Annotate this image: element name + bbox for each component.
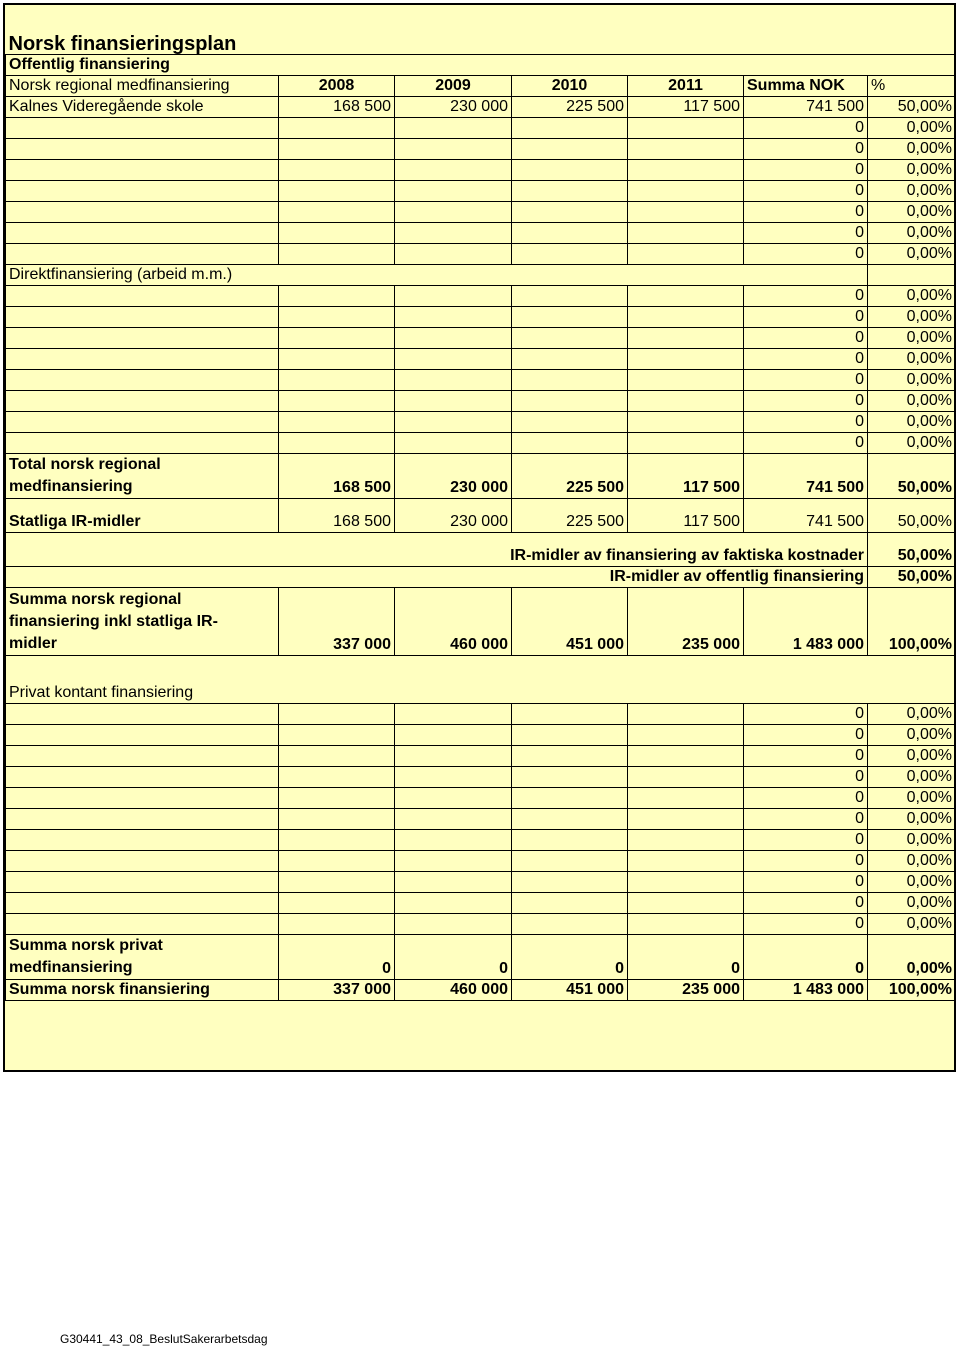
table-row [6, 306, 956, 327]
row-label [6, 432, 279, 453]
year-value [512, 766, 628, 787]
year-value [279, 138, 395, 159]
summa-regional-label-2: finansiering inkl statliga IR- [9, 612, 218, 630]
year-value [628, 829, 744, 850]
year-value [628, 285, 744, 306]
table-row [6, 327, 956, 348]
pct-value: 50,00% [868, 566, 956, 587]
sum-value: 0 [744, 934, 868, 979]
year-value [395, 850, 512, 871]
pct-value: 0,00% [868, 913, 956, 934]
row-label [6, 348, 279, 369]
year-value [512, 724, 628, 745]
header-sum: Summa NOK [744, 75, 868, 96]
table-row [6, 724, 956, 745]
sum-value: 0 [744, 766, 868, 787]
pct-value: 0,00% [868, 243, 956, 264]
year-value [279, 390, 395, 411]
table-row [6, 829, 956, 850]
year-value [628, 180, 744, 201]
ir-faktiska-row [6, 532, 956, 566]
year-value [279, 787, 395, 808]
year-value [512, 201, 628, 222]
summa-privat-label-1: Summa norsk privat [9, 936, 163, 954]
header-label: Norsk regional medfinansiering [6, 75, 279, 96]
summa-norsk-label: Summa norsk finansiering [6, 979, 279, 1000]
pct-value: 0,00% [868, 390, 956, 411]
total-regional-label [6, 453, 279, 498]
pct-value: 0,00% [868, 327, 956, 348]
year-value: 337 000 [279, 587, 395, 655]
year-value [279, 808, 395, 829]
pct-value: 0,00% [868, 892, 956, 913]
summa-regional-label-1: Summa norsk regional [9, 590, 182, 608]
year-value [628, 808, 744, 829]
year-value: 235 000 [628, 979, 744, 1000]
pct-value: 0,00% [868, 724, 956, 745]
year-value [279, 892, 395, 913]
year-value: 0 [279, 934, 395, 979]
year-value [628, 871, 744, 892]
footer-code: G30441_43_08_BeslutSakerarbetsdag [60, 1332, 268, 1346]
year-value [395, 745, 512, 766]
section-public-row [6, 54, 956, 75]
year-value: 460 000 [395, 979, 512, 1000]
year-value: 117 500 [628, 453, 744, 498]
sum-value: 0 [744, 285, 868, 306]
year-value [279, 348, 395, 369]
year-value: 168 500 [279, 453, 395, 498]
year-value [279, 201, 395, 222]
year-value [395, 787, 512, 808]
direct-label: Direktfinansiering (arbeid m.m.) [6, 264, 868, 285]
sum-value: 0 [744, 159, 868, 180]
year-value [395, 117, 512, 138]
year-value: 225 500 [512, 96, 628, 117]
row-label [6, 766, 279, 787]
table-row [6, 390, 956, 411]
year-value [628, 390, 744, 411]
sum-value: 0 [744, 787, 868, 808]
year-value: 230 000 [395, 96, 512, 117]
pct-value: 0,00% [868, 306, 956, 327]
year-value [395, 411, 512, 432]
table-row [6, 913, 956, 934]
year-value [279, 829, 395, 850]
pct-value: 0,00% [868, 285, 956, 306]
year-value [395, 871, 512, 892]
year-value [512, 222, 628, 243]
year-value [628, 222, 744, 243]
year-value [395, 348, 512, 369]
year-value [628, 787, 744, 808]
year-value [512, 411, 628, 432]
year-value: 451 000 [512, 979, 628, 1000]
year-value [512, 432, 628, 453]
header-year-2011: 2011 [628, 75, 744, 96]
year-value: 460 000 [395, 587, 512, 655]
row-label [6, 913, 279, 934]
sum-value: 741 500 [744, 453, 868, 498]
year-value [279, 432, 395, 453]
year-value [395, 432, 512, 453]
row-label [6, 327, 279, 348]
year-value [512, 892, 628, 913]
year-value: 225 500 [512, 453, 628, 498]
table-row [6, 96, 956, 117]
pct-value: 0,00% [868, 766, 956, 787]
pct-value: 0,00% [868, 159, 956, 180]
pct-value: 0,00% [868, 808, 956, 829]
year-value: 168 500 [279, 96, 395, 117]
table-row [6, 411, 956, 432]
summa-regional-label-3: midler [9, 634, 58, 652]
sum-value: 741 500 [744, 498, 868, 532]
year-value [395, 390, 512, 411]
year-value [512, 117, 628, 138]
summa-privat-row [6, 934, 956, 979]
year-value: 230 000 [395, 498, 512, 532]
pct-value: 0,00% [868, 222, 956, 243]
header-year-2009: 2009 [395, 75, 512, 96]
row-label [6, 222, 279, 243]
year-value [395, 201, 512, 222]
year-value: 117 500 [628, 498, 744, 532]
year-value: 168 500 [279, 498, 395, 532]
row-label [6, 138, 279, 159]
year-value [512, 369, 628, 390]
year-value [512, 390, 628, 411]
private-label-row [6, 655, 956, 703]
pct-value: 0,00% [868, 369, 956, 390]
row-label [6, 180, 279, 201]
pct-value: 0,00% [868, 787, 956, 808]
row-label [6, 745, 279, 766]
year-value [512, 243, 628, 264]
year-value: 235 000 [628, 587, 744, 655]
row-label [6, 369, 279, 390]
pct-value: 0,00% [868, 138, 956, 159]
table-row [6, 348, 956, 369]
total-regional-row [6, 453, 956, 498]
year-value [512, 808, 628, 829]
table-row [6, 117, 956, 138]
pct-value: 50,00% [868, 96, 956, 117]
row-label [6, 808, 279, 829]
row-label [6, 117, 279, 138]
table-row [6, 787, 956, 808]
year-value: 117 500 [628, 96, 744, 117]
year-value: 451 000 [512, 587, 628, 655]
statliga-label: Statliga IR-midler [6, 498, 279, 532]
sum-value: 0 [744, 117, 868, 138]
sum-value: 0 [744, 432, 868, 453]
pct-value: 0,00% [868, 432, 956, 453]
sum-value: 0 [744, 369, 868, 390]
pct-value: 100,00% [868, 587, 956, 655]
year-value: 225 500 [512, 498, 628, 532]
row-label [6, 159, 279, 180]
year-value [628, 703, 744, 724]
year-value: 0 [512, 934, 628, 979]
sum-value: 0 [744, 724, 868, 745]
row-label: Kalnes Videregående skole [6, 96, 279, 117]
year-value [628, 411, 744, 432]
statliga-row [6, 498, 956, 532]
year-value [628, 306, 744, 327]
pct-value: 50,00% [868, 532, 956, 566]
year-value [512, 745, 628, 766]
header-year-2010: 2010 [512, 75, 628, 96]
sum-value: 0 [744, 745, 868, 766]
year-value [279, 285, 395, 306]
empty-cell [868, 264, 956, 285]
total-regional-label-2: medfinansiering [9, 477, 133, 495]
sum-value: 0 [744, 411, 868, 432]
row-label [6, 703, 279, 724]
year-value [512, 348, 628, 369]
year-value [279, 871, 395, 892]
table-row [6, 159, 956, 180]
pct-value: 50,00% [868, 498, 956, 532]
table-row [6, 850, 956, 871]
pct-value: 0,00% [868, 411, 956, 432]
year-value [628, 369, 744, 390]
sum-value: 0 [744, 892, 868, 913]
sum-value: 1 483 000 [744, 979, 868, 1000]
table-row [6, 138, 956, 159]
private-label: Privat kontant finansiering [6, 655, 956, 703]
sum-value: 0 [744, 327, 868, 348]
year-value [512, 787, 628, 808]
table-row [6, 369, 956, 390]
header-pct: % [868, 75, 956, 96]
year-value [628, 138, 744, 159]
title-row [6, 28, 956, 54]
year-value [395, 285, 512, 306]
table-row [6, 285, 956, 306]
table-row [6, 703, 956, 724]
summa-privat-label-2: medfinansiering [9, 958, 133, 976]
sum-value: 0 [744, 138, 868, 159]
pct-value: 0,00% [868, 871, 956, 892]
pct-value: 0,00% [868, 180, 956, 201]
year-value [395, 243, 512, 264]
year-value [279, 159, 395, 180]
year-value [279, 703, 395, 724]
year-value [279, 724, 395, 745]
year-value: 337 000 [279, 979, 395, 1000]
year-value [279, 306, 395, 327]
year-value [395, 369, 512, 390]
row-label [6, 390, 279, 411]
year-value [628, 159, 744, 180]
year-value [628, 745, 744, 766]
row-label [6, 243, 279, 264]
year-value [628, 724, 744, 745]
table-row [6, 745, 956, 766]
row-label [6, 724, 279, 745]
pct-value: 0,00% [868, 117, 956, 138]
sum-value: 0 [744, 243, 868, 264]
sum-value: 0 [744, 871, 868, 892]
sum-value: 741 500 [744, 96, 868, 117]
year-value [395, 138, 512, 159]
year-value [512, 913, 628, 934]
year-value [628, 201, 744, 222]
year-value [628, 766, 744, 787]
row-label [6, 892, 279, 913]
sum-value: 0 [744, 829, 868, 850]
row-label [6, 201, 279, 222]
summa-regional-label [6, 587, 279, 655]
year-value [395, 766, 512, 787]
year-value [512, 871, 628, 892]
sum-value: 0 [744, 703, 868, 724]
year-value [395, 159, 512, 180]
summa-norsk-row [6, 979, 956, 1000]
table-row [6, 871, 956, 892]
year-value [279, 411, 395, 432]
year-value [512, 306, 628, 327]
sum-value: 0 [744, 390, 868, 411]
row-label [6, 850, 279, 871]
table-row [6, 808, 956, 829]
ir-offentlig-row [6, 566, 956, 587]
year-value [628, 243, 744, 264]
year-value [512, 159, 628, 180]
year-value [279, 369, 395, 390]
pct-value: 0,00% [868, 934, 956, 979]
year-value: 0 [395, 934, 512, 979]
pct-value: 50,00% [868, 453, 956, 498]
table-row [6, 432, 956, 453]
sum-value: 0 [744, 348, 868, 369]
pct-value: 0,00% [868, 703, 956, 724]
year-value [279, 745, 395, 766]
year-value [395, 703, 512, 724]
year-value [512, 138, 628, 159]
row-label [6, 787, 279, 808]
year-value [395, 913, 512, 934]
section-public-title: Offentlig finansiering [6, 54, 956, 75]
year-value [395, 327, 512, 348]
table-row [6, 243, 956, 264]
sum-value: 0 [744, 222, 868, 243]
ir-offentlig-label: IR-midler av offentlig finansiering [6, 566, 868, 587]
sum-value: 0 [744, 180, 868, 201]
pct-value: 100,00% [868, 979, 956, 1000]
year-value [279, 850, 395, 871]
year-value [512, 285, 628, 306]
year-value [512, 180, 628, 201]
sum-value: 1 483 000 [744, 587, 868, 655]
table-row [6, 222, 956, 243]
sum-value: 0 [744, 201, 868, 222]
pct-value: 0,00% [868, 348, 956, 369]
year-value [279, 913, 395, 934]
header-year-2008: 2008 [279, 75, 395, 96]
year-value [395, 306, 512, 327]
table-row [6, 180, 956, 201]
row-label [6, 306, 279, 327]
table-row [6, 766, 956, 787]
year-value [512, 703, 628, 724]
year-value [395, 724, 512, 745]
year-value [628, 913, 744, 934]
year-value [279, 766, 395, 787]
year-value [395, 180, 512, 201]
row-label [6, 285, 279, 306]
table-row [6, 201, 956, 222]
total-regional-label-1: Total norsk regional [9, 455, 161, 473]
year-value: 0 [628, 934, 744, 979]
year-value [395, 829, 512, 850]
sum-value: 0 [744, 850, 868, 871]
year-value [395, 892, 512, 913]
summa-regional-row [6, 587, 956, 655]
year-value [628, 348, 744, 369]
year-value [628, 850, 744, 871]
financing-table [5, 28, 956, 1001]
pct-value: 0,00% [868, 829, 956, 850]
row-label [6, 411, 279, 432]
row-label [6, 871, 279, 892]
year-value [628, 117, 744, 138]
sum-value: 0 [744, 913, 868, 934]
header-row [6, 75, 956, 96]
ir-faktiska-label: IR-midler av finansiering av faktiska kostnader [6, 532, 868, 566]
pct-value: 0,00% [868, 201, 956, 222]
year-value [628, 327, 744, 348]
year-value [395, 808, 512, 829]
year-value: 230 000 [395, 453, 512, 498]
year-value [628, 432, 744, 453]
table-row [6, 892, 956, 913]
year-value [279, 222, 395, 243]
row-label [6, 829, 279, 850]
pct-value: 0,00% [868, 850, 956, 871]
summa-privat-label [6, 934, 279, 979]
year-value [395, 222, 512, 243]
year-value [279, 117, 395, 138]
year-value [279, 180, 395, 201]
year-value [512, 829, 628, 850]
page-title: Norsk finansieringsplan [8, 32, 237, 55]
year-value [628, 892, 744, 913]
year-value [512, 850, 628, 871]
direct-label-row [6, 264, 956, 285]
sum-value: 0 [744, 306, 868, 327]
year-value [279, 243, 395, 264]
year-value [512, 327, 628, 348]
year-value [279, 327, 395, 348]
pct-value: 0,00% [868, 745, 956, 766]
sum-value: 0 [744, 808, 868, 829]
